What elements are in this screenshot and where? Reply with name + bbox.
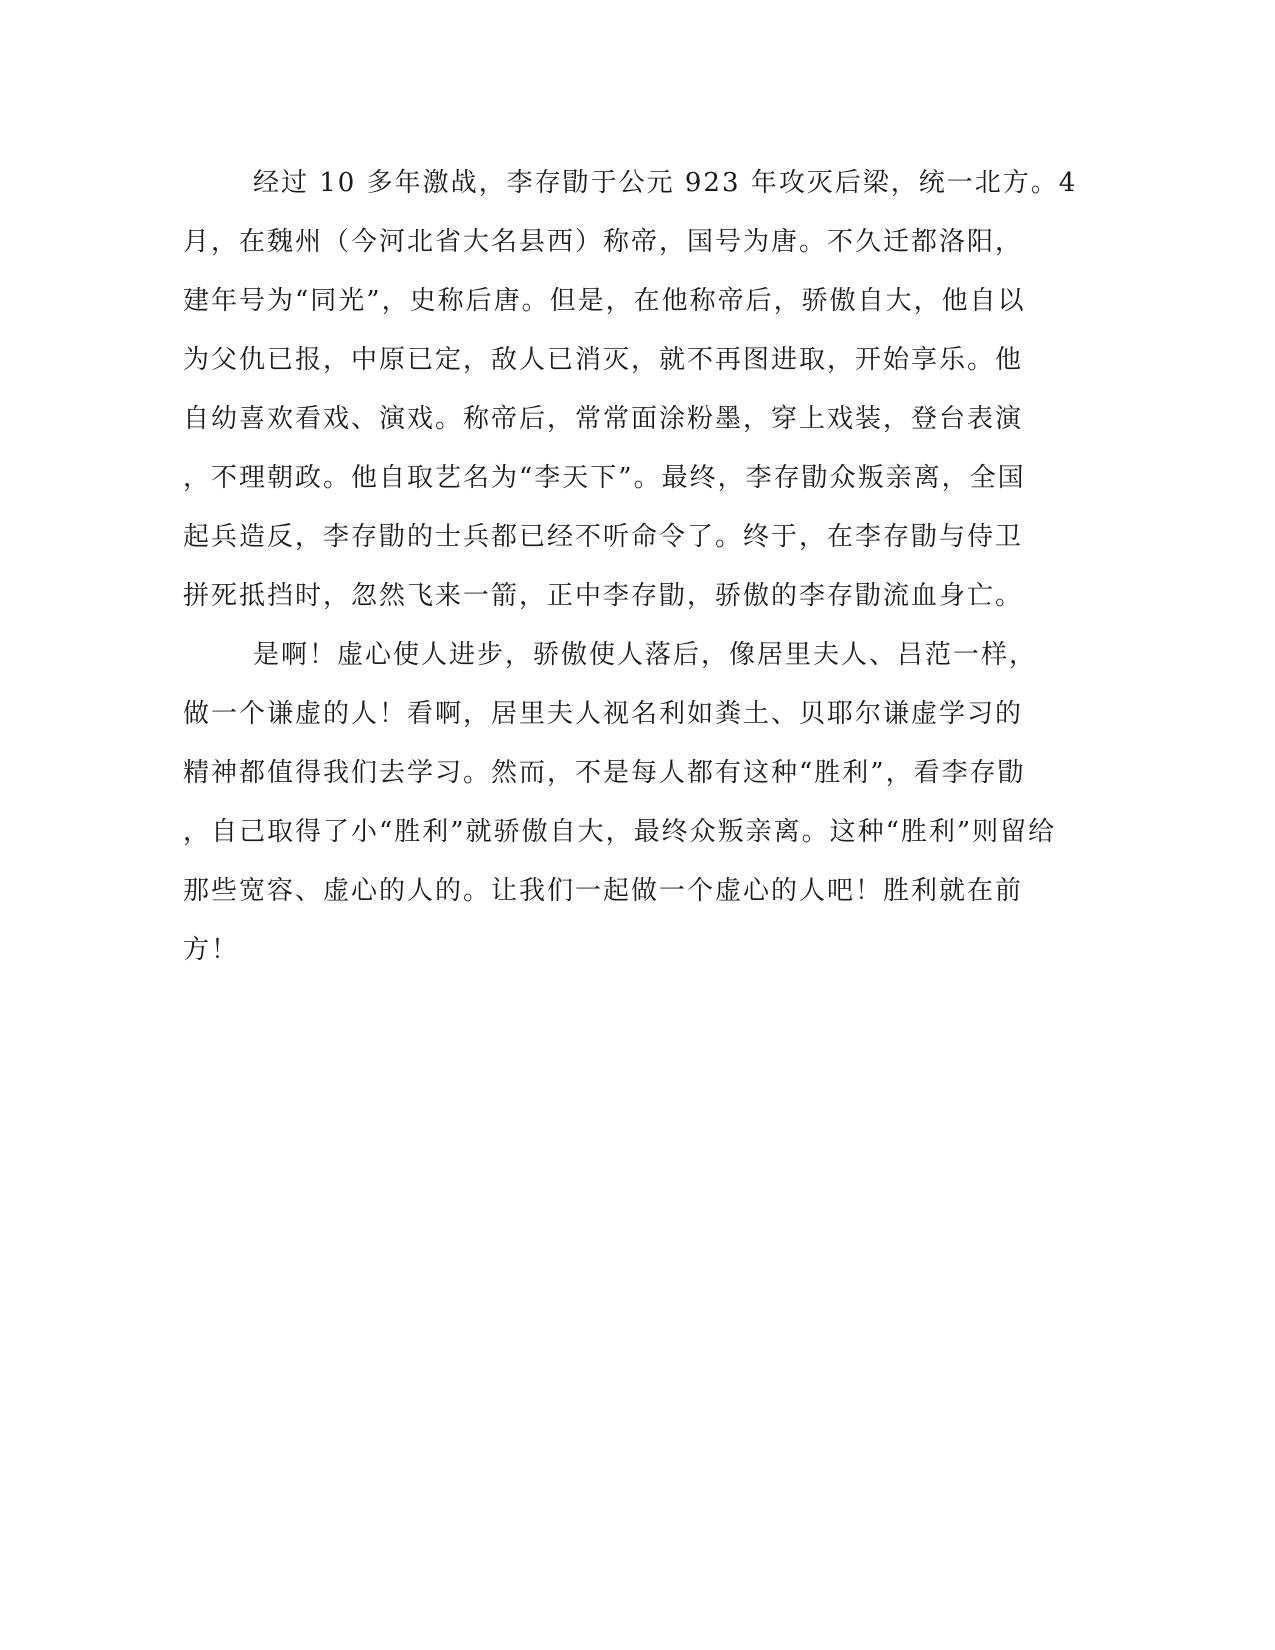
text-line: ，自己取得了小“胜利”就骄傲自大，最终众叛亲离。这种“胜利”则留给 <box>183 817 1057 847</box>
text-line: 是啊！虚心使人进步，骄傲使人落后，像居里夫人、吕范一样， <box>253 640 1038 670</box>
text-line: 那些宽容、虚心的人的。让我们一起做一个虚心的人吧！胜利就在前 <box>183 876 1024 906</box>
text-line: 起兵造反，李存勖的士兵都已经不听命令了。终于，在李存勖与侍卫 <box>183 522 1024 552</box>
text-line: 拼死抵挡时，忽然飞来一箭，正中李存勖，骄傲的李存勖流血身亡。 <box>183 581 1024 611</box>
text-line: 自幼喜欢看戏、演戏。称帝后，常常面涂粉墨，穿上戏装，登台表演 <box>183 404 1024 434</box>
text-line: 方！ <box>183 935 240 965</box>
text-line: 月，在魏州（今河北省大名县西）称帝，国号为唐。不久迁都洛阳， <box>183 227 1024 257</box>
text-line: 经过 10 多年激战，李存勖于公元 923 年攻灭后梁，统一北方。4 <box>253 168 1078 198</box>
document-body <box>183 160 1078 986</box>
text-line: 建年号为“同光”，史称后唐。但是，在他称帝后，骄傲自大，他自以 <box>183 286 1026 316</box>
text-line: 为父仇已报，中原已定，敌人已消灭，就不再图进取，开始享乐。他 <box>183 345 1024 375</box>
paragraph-2 <box>183 632 1057 986</box>
text-line: ，不理朝政。他自取艺名为“李天下”。最终，李存勖众叛亲离，全国 <box>183 463 1026 493</box>
text-line: 做一个谦虚的人！看啊，居里夫人视名利如粪土、贝耶尔谦虚学习的 <box>183 699 1024 729</box>
paragraph-1 <box>183 160 1078 632</box>
text-line: 精神都值得我们去学习。然而，不是每人都有这种“胜利”，看李存勖 <box>183 758 1026 788</box>
